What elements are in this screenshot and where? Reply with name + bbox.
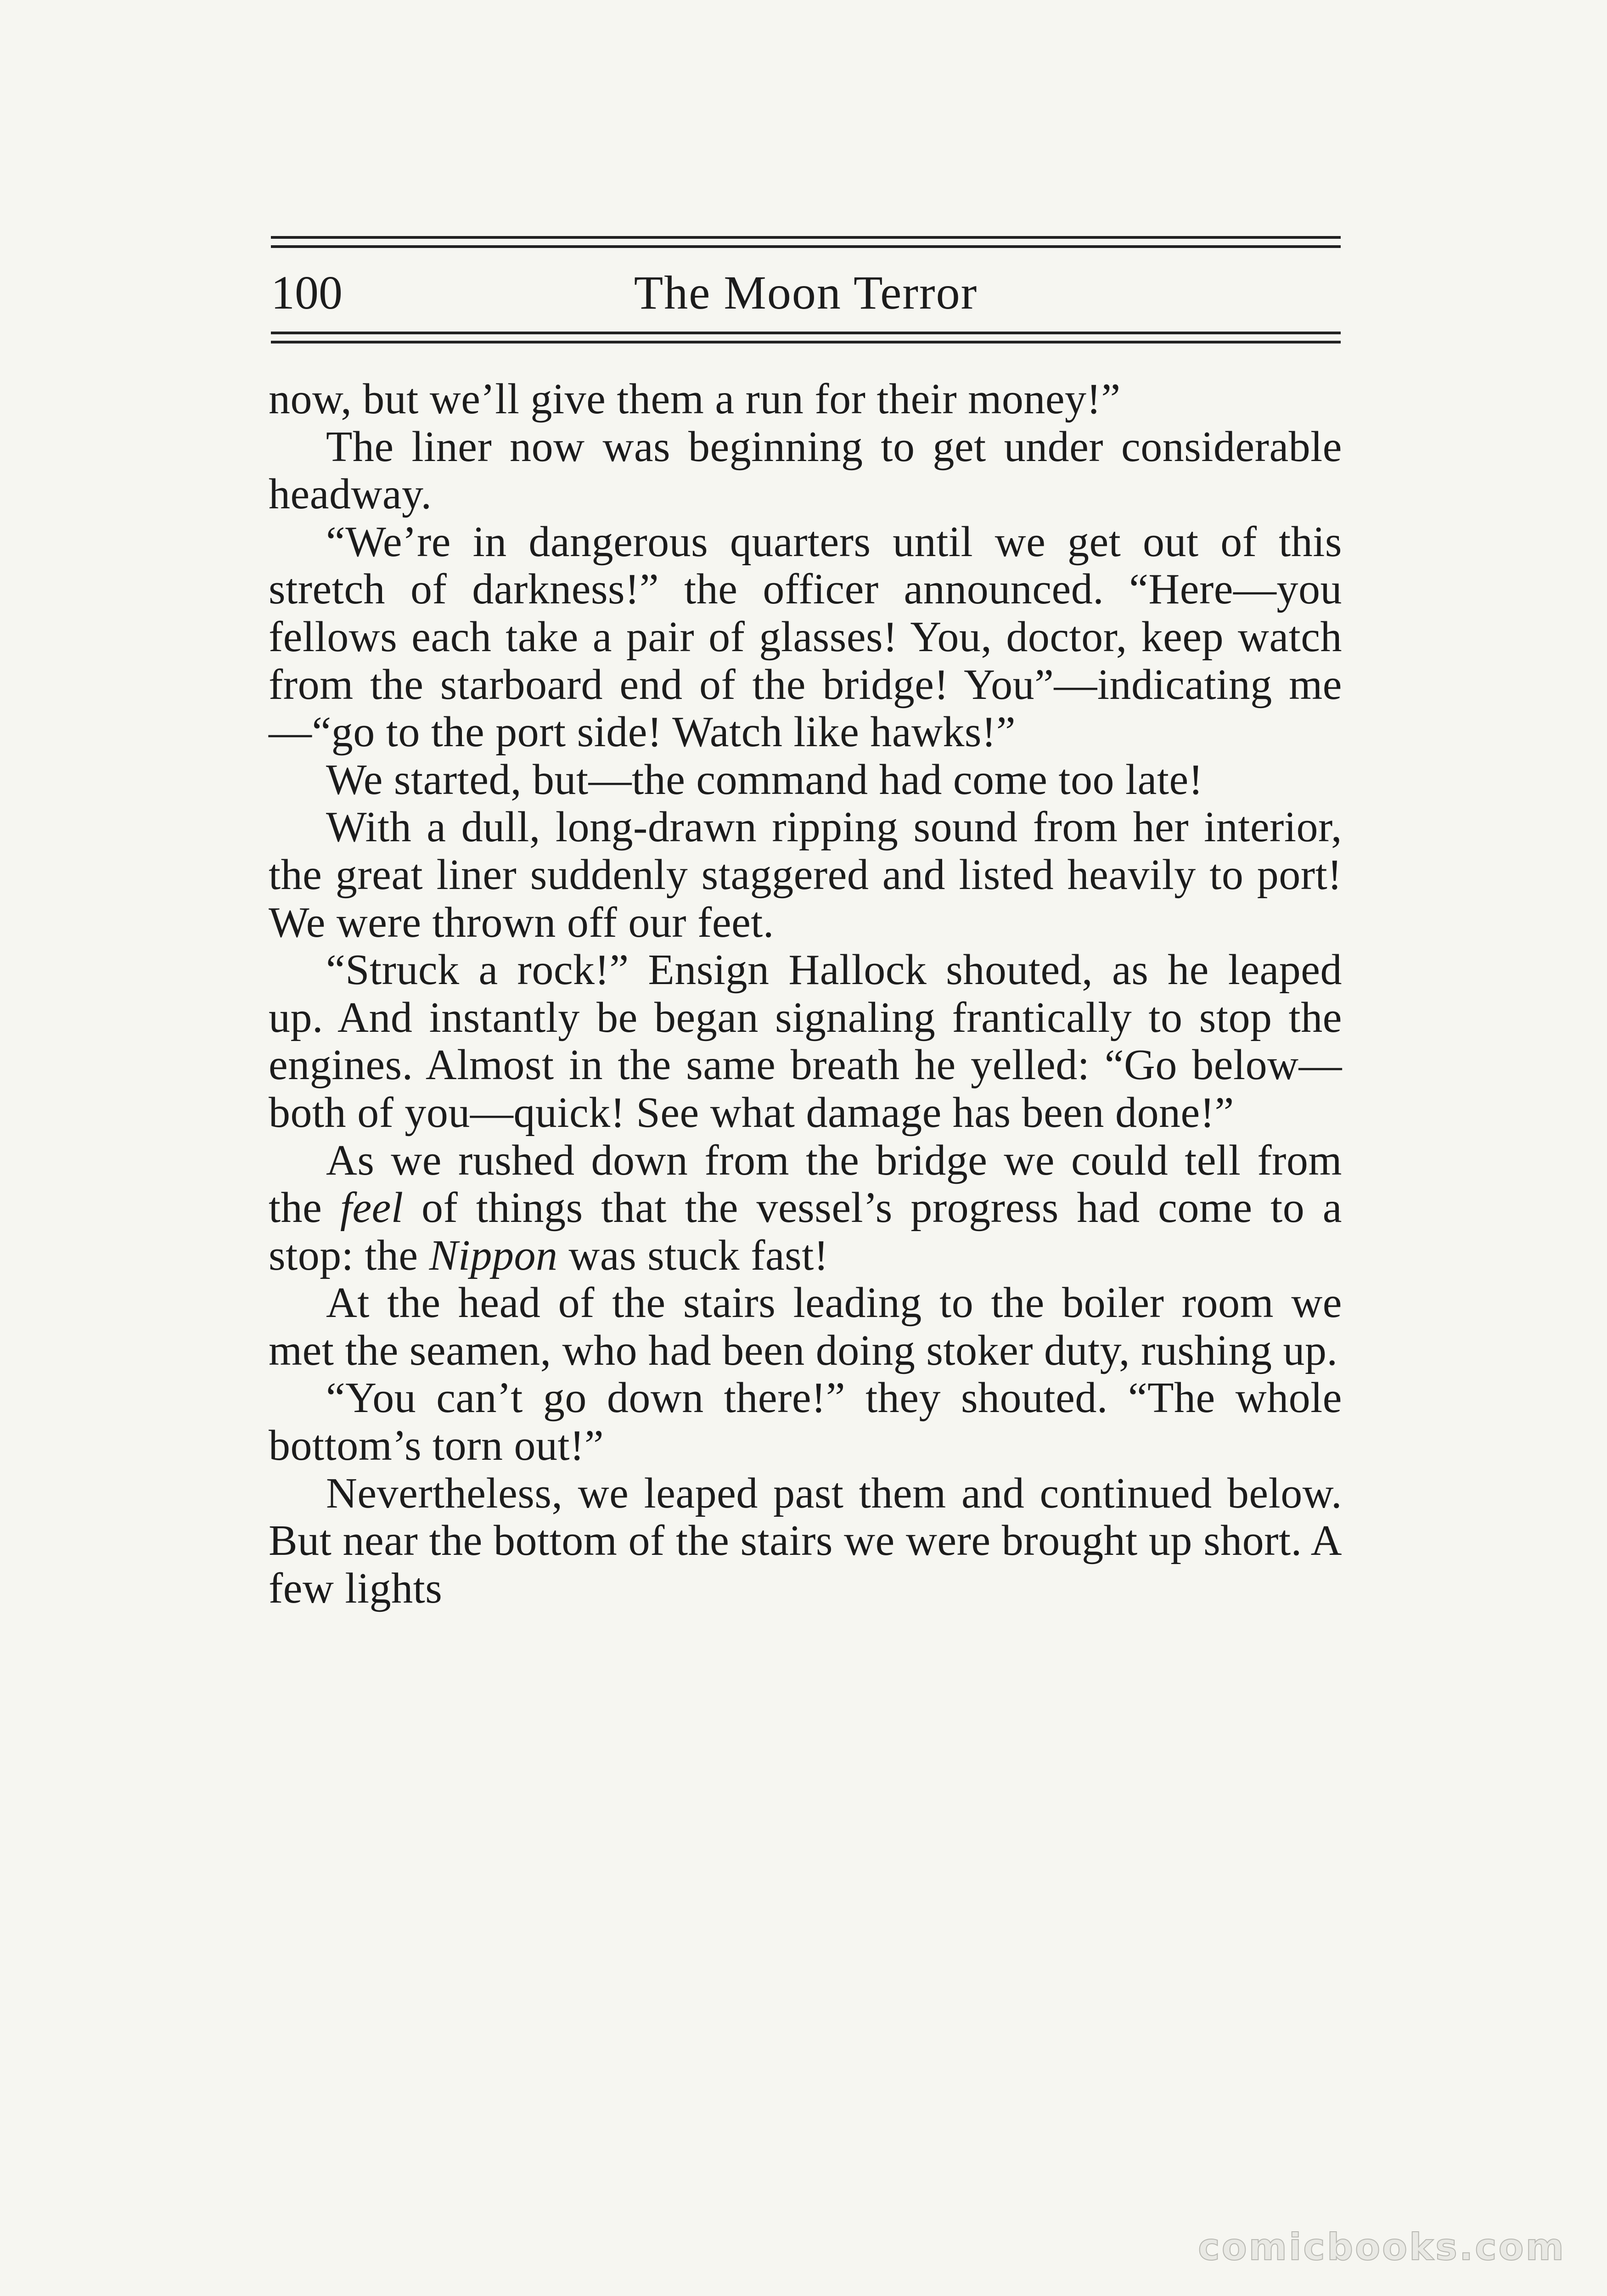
paragraph-text-segment: was stuck fast! [557,1231,829,1279]
paragraph: At the head of the stairs leading to the boiler room we met the seamen, who had been doing stoker duty, rushing up. [269,1279,1342,1374]
header-rule-line [271,245,1341,248]
paragraph-text-segment: of things that the vessel’s progress had come to a stop: the [269,1184,1342,1279]
paragraph: Nevertheless, we leaped past them and continued below. But near the bottom of the stairs we were brought up short. A few lights [269,1469,1342,1612]
watermark: comicbooks.com [1198,2226,1566,2268]
header-bottom-double-rule [271,332,1341,345]
paragraph: “You can’t go down there!” they shouted. “The whole bottom’s torn out!” [269,1374,1342,1470]
page-number: 100 [271,266,343,319]
header-rule-line [271,236,1341,239]
italic-ship-name: Nippon [429,1231,558,1279]
paragraph-with-italics [269,1137,1342,1280]
header-rule-line [271,332,1341,334]
running-title: The Moon Terror [634,266,978,319]
italic-word: feel [340,1184,404,1232]
paragraph-text-segment: As we rushed down from the bridge we could tell from the [269,1136,1342,1232]
paragraph: “We’re in dangerous quarters until we get out of this stretch of darkness!” the officer announced. “Here—you fellows each take a pair of glasses! You, doctor, keep watch from the starboard end of the bridge! You”—indicating me—“go to the port side! Watch like hawks!” [269,518,1342,756]
paragraph: We started, but—the command had come too late! [326,755,1203,804]
paragraph: “Struck a rock!” Ensign Hallock shouted, as he leaped up. And instantly be began signaling frantically to stop the engines. Almost in the same breath he yelled: “Go below—both of you—quick! See what damage has been done!” [269,946,1342,1137]
paragraph-continued: now, but we’ll give them a run for their money!” [269,375,1121,423]
running-head [271,261,1341,325]
paragraph: With a dull, long-drawn ripping sound from her interior, the great liner suddenly staggered and listed heavily to port! We were thrown off our feet. [269,803,1342,946]
page-text-body [269,376,1342,1612]
header-rule-line [271,341,1341,343]
paragraph: The liner now was beginning to get under considerable headway. [269,422,1342,518]
header-top-double-rule [271,236,1341,250]
